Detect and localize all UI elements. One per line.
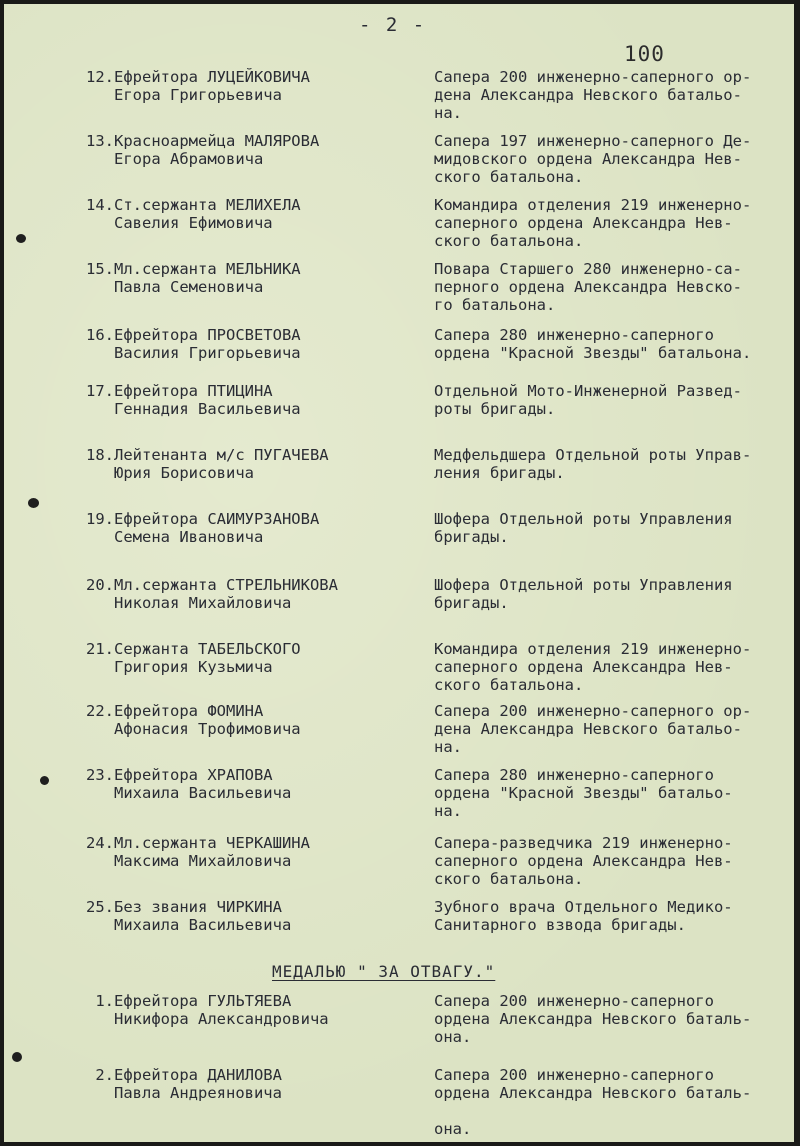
entry-number: 22. (86, 702, 114, 720)
list-item (4, 510, 784, 546)
punch-hole-mark (40, 776, 49, 785)
entry-unit: Сапера 200 инженерно-саперного ордена Александра Невского баталь- она. (434, 1066, 752, 1138)
entry-unit: Шофера Отдельной роты Управления бригады. (434, 576, 733, 612)
list-item (4, 446, 784, 482)
entry-name: Ефрейтора ПРОСВЕТОВА Василия Григорьевича (114, 326, 301, 362)
entry-name: Мл.сержанта ЧЕРКАШИНА Максима Михайловича (114, 834, 310, 870)
entry-unit: Сапера 197 инженерно-саперного Де- мидовского ордена Александра Нев- ского батальона. (434, 132, 752, 186)
entry-number: 23. (86, 766, 114, 784)
list-item (4, 196, 784, 250)
entry-name: Мл.сержанта СТРЕЛЬНИКОВА Николая Михайловича (114, 576, 338, 612)
entry-name: Ефрейтора САИМУРЗАНОВА Семена Ивановича (114, 510, 320, 546)
entry-number: 24. (86, 834, 114, 852)
page-number: - 2 - (359, 14, 427, 36)
entry-number: 17. (86, 382, 114, 400)
entry-name: Без звания ЧИРКИНА Михаила Васильевича (114, 898, 292, 934)
entry-name: Ефрейтора ГУЛЬТЯЕВА Никифора Александровича (114, 992, 329, 1028)
sheet-number: 100 (624, 42, 665, 66)
list-item (4, 326, 784, 362)
entry-number: 16. (86, 326, 114, 344)
entry-number: 2. (95, 1066, 114, 1084)
entry-unit: Шофера Отдельной роты Управления бригады. (434, 510, 733, 546)
list-item (4, 1066, 784, 1138)
entry-name: Лейтенанта м/с ПУГАЧЕВА Юрия Борисовича (114, 446, 329, 482)
entry-name: Сержанта ТАБЕЛЬСКОГО Григория Кузьмича (114, 640, 301, 676)
entry-number: 13. (86, 132, 114, 150)
entry-name: Ефрейтора ПТИЦИНА Геннадия Васильевича (114, 382, 301, 418)
entry-unit: Командира отделения 219 инженерно- саперного ордена Александра Нев- ского батальона. (434, 640, 752, 694)
entry-unit: Сапера 200 инженерно-саперного ордена Александра Невского баталь- она. (434, 992, 752, 1046)
list-item (4, 132, 784, 186)
list-item (4, 834, 784, 888)
entry-unit: Сапера 200 инженерно-саперного ор- дена Александра Невского батальо- на. (434, 68, 752, 122)
list-item (4, 382, 784, 418)
entry-number: 20. (86, 576, 114, 594)
entry-number: 19. (86, 510, 114, 528)
entry-number: 25. (86, 898, 114, 916)
entry-number: 14. (86, 196, 114, 214)
entry-unit: Сапера 280 инженерно-саперного ордена "Красной Звезды" батальо- на. (434, 766, 733, 820)
entry-unit: Зубного врача Отдельного Медико- Санитарного взвода бригады. (434, 898, 733, 934)
punch-hole-mark (12, 1052, 22, 1062)
entry-name: Мл.сержанта МЕЛЬНИКА Павла Семеновича (114, 260, 301, 296)
document-page (4, 4, 794, 1142)
list-item (4, 68, 784, 122)
entry-unit: Медфельдшера Отдельной роты Управ- ления бригады. (434, 446, 752, 482)
entry-name: Ст.сержанта МЕЛИХЕЛА Савелия Ефимовича (114, 196, 301, 232)
entry-name: Ефрейтора ДАНИЛОВА Павла Андреяновича (114, 1066, 282, 1102)
punch-hole-mark (16, 234, 26, 243)
entry-name: Ефрейтора ХРАПОВА Михаила Васильевича (114, 766, 292, 802)
list-item (4, 260, 784, 314)
entry-number: 1. (95, 992, 114, 1010)
entry-name: Ефрейтора ФОМИНА Афонасия Трофимовича (114, 702, 301, 738)
entry-unit: Сапера 200 инженерно-саперного ор- дена Александра Невского батальо- на. (434, 702, 752, 756)
entry-number: 15. (86, 260, 114, 278)
entry-unit: Командира отделения 219 инженерно- саперного ордена Александра Нев- ского батальона. (434, 196, 752, 250)
entry-unit: Сапера 280 инженерно-саперного ордена "Красной Звезды" батальона. (434, 326, 752, 362)
list-item (4, 766, 784, 820)
list-item (4, 702, 784, 756)
list-item (4, 576, 784, 612)
list-item (4, 992, 784, 1046)
entry-number: 18. (86, 446, 114, 464)
entry-number: 21. (86, 640, 114, 658)
list-item (4, 640, 784, 694)
entry-unit: Сапера-разведчика 219 инженерно- саперного ордена Александра Нев- ского батальона. (434, 834, 733, 888)
entry-unit: Отдельной Мото-Инженерной Развед- роты бригады. (434, 382, 742, 418)
list-item (4, 898, 784, 934)
medal-heading: МЕДАЛЬЮ " ЗА ОТВАГУ." (272, 962, 496, 981)
entry-unit: Повара Старшего 280 инженерно-са- перного ордена Александра Невско- го батальона. (434, 260, 742, 314)
entry-number: 12. (86, 68, 114, 86)
punch-hole-mark (28, 498, 39, 508)
entry-name: Ефрейтора ЛУЦЕЙКОВИЧА Егора Григорьевича (114, 68, 310, 104)
entry-name: Красноармейца МАЛЯРОВА Егора Абрамовича (114, 132, 320, 168)
